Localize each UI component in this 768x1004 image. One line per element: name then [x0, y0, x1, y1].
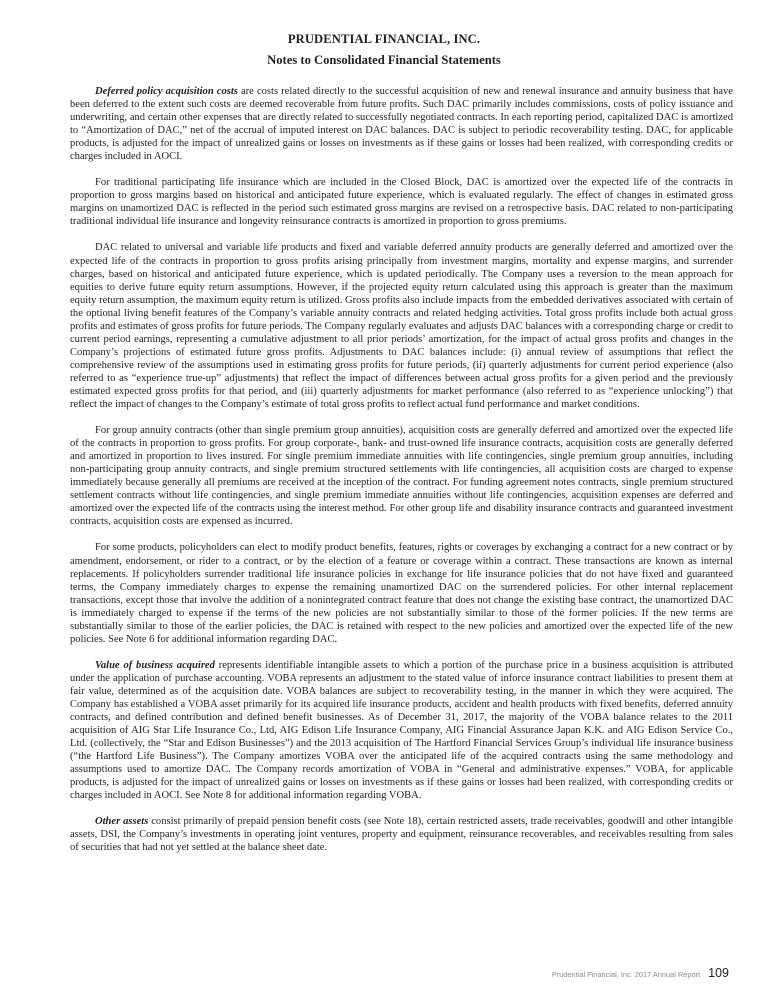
paragraph-internal-replacements: [70, 541, 733, 645]
paragraph-deferred-policy-acquisition-costs: [70, 85, 733, 163]
paragraph-text: For traditional participating life insurance which are included in the Closed Block, DAC is amortized over the expected life of the contracts in proportion to gross margins based on historical and anticipated future experience, which is evaluated regularly. The effect of changes in estimated gross margins on unamortized DAC is reflected in the period such estimated gross margins are revised on a retrospective basis. DAC related to non-participating traditional individual life insurance and longevity reinsurance contracts is amortized in proportion to gross premiums.: [70, 177, 733, 228]
paragraph-universal-variable-life-dac: [70, 241, 733, 411]
page-subtitle: Notes to Consolidated Financial Statements: [267, 53, 501, 67]
footer-report-name: Prudential Financial, Inc. 2017 Annual Report: [551, 970, 701, 979]
paragraph-closed-block-dac: [70, 176, 733, 228]
page-footer: [552, 966, 729, 980]
paragraph-text: For some products, policyholders can elect to modify product benefits, features, rights or coverages by exchanging a contract for a new contract or by amendment, endorsement, or rider to a contract, or by the election of a feature or coverage within a contract. These transactions are known as internal replacements. If policyholders surrender traditional life insurance policies in exchange for life insurance policies that do not have fixed and guaranteed terms, the Company immediately charges to expense the remaining unamortized DAC on the surrendered policies. For other internal replacement transactions, except those that involve the addition of a nonintegrated contract feature that does not change the existing base contract, the unamortized DAC is immediately charged to expense if the terms of the new policies are not substantially similar to those of the former policies. If the new terms are substantially similar to those of the earlier policies, the DAC is retained with respect to the new policies and amortized over the expected life of the new policies. See Note 6 for additional information regarding DAC.: [70, 542, 733, 645]
page-title: PRUDENTIAL FINANCIAL, INC.: [287, 32, 481, 46]
paragraph-lead-term: Value of business acquired: [95, 659, 215, 671]
paragraph-text: For group annuity contracts (other than single premium group annuities), acquisition costs are generally deferred and amortized over the expected life of the contracts in proportion to gross profits. For group corporate-, bank- and trust-owned life insurance contracts, acquisition costs are generally deferred and amortized in proportion to lives insured. For single premium immediate annuities with life contingencies, single premium group annuities, including non-participating group annuity contracts, and single premium structured settlements with life contingencies, all acquisition costs are charged to expense immediately because generally all premiums are received at the inception of the contract. For funding agreement notes contracts, single premium structured settlement contracts without life contingencies, and single premium immediate annuities without life contingencies, acquisition expenses are deferred and amortized over the expected life of the contracts using the interest method. For other group life and disability insurance contracts and guaranteed investment contracts, acquisition costs are expensed as incurred.: [70, 425, 733, 528]
paragraph-text: are costs related directly to the successful acquisition of new and renewal insurance and annuity business that have been deferred to the extent such costs are deemed recoverable from future profits. Such DAC primarily includes commissions, costs of policy issuance and underwriting, and certain other expenses that are directly related to successfully negotiated contracts. In each reporting period, capitalized DAC is amortized to “Amortization of DAC,” net of the accrual of imputed interest on DAC balances. DAC is subject to periodic recoverability testing. DAC, for applicable products, is adjusted for the impact of unrealized gains or losses on investments as if these gains or losses had been realized, with corresponding credits or charges included in AOCI.: [70, 86, 733, 163]
paragraph-lead-term: Deferred policy acquisition costs: [95, 86, 238, 97]
paragraph-text: represents identifiable intangible assets to which a portion of the purchase price in a business acquisition is attributed under the application of purchase accounting. VOBA represents an adjustment to the stated value of inforce insurance contract liabilities to present them at fair value, determined as of the acquisition date. VOBA balances are subject to recoverability testing, in the manner in which they were acquired. The Company has established a VOBA asset primarily for its acquired life insurance products, accident and health products with fixed benefits, deferred annuity contracts, and defined contribution and defined benefit businesses. As of December 31, 2017, the majority of the VOBA balance relates to the 2011 acquisition of AIG Star Life Insurance Co., Ltd, AIG Edison Life Insurance Company, AIG Financial Assurance Japan K.K. and AIG Edison Service Co., Ltd. (collectively, the “Star and Edison Businesses”) and the 2013 acquisition of The Hartford Financial Services Group’s individual life insurance business (“the Hartford Life Business”). The Company amortizes VOBA over the anticipated life of the acquired contracts using the same methodology and assumptions used to amortize DAC. The Company records amortization of VOBA in “General and administrative expenses.” VOBA, for applicable products, is adjusted for the impact of unrealized gains or losses on investments as if these gains or losses had been realized, with corresponding credits or charges included in AOCI. See Note 8 for additional information regarding VOBA.: [70, 659, 733, 802]
paragraph-lead-term: Other assets: [95, 816, 149, 828]
paragraph-group-annuity-contracts: [70, 424, 733, 528]
page-number: 109: [708, 966, 729, 980]
paragraph-text: DAC related to universal and variable life products and fixed and variable deferred annuity products are generally deferred and amortized over the expected life of the contracts in proportion to gross profits arising principally from investment margins, mortality and expense margins, and surrender charges, based on historical and anticipated future experience, which is updated periodically. The Company uses a reversion to the mean approach for equities to derive future equity return assumptions. However, if the projected equity return calculated using this approach is greater than the maximum equity return assumption, the maximum equity return is utilized. Gross profits also include impacts from the embedded derivatives associated with certain of the optional living benefit features of the Company’s variable annuity contracts and related hedging activities. Total gross profits include both actual gross profits and estimates of gross profits for future periods. The Company regularly evaluates and adjusts DAC balances with a corresponding charge or credit to current period earnings, representing a cumulative adjustment to all prior periods’ amortization, for the impact of actual gross profits and changes in the Company’s projections of estimated future gross profits. Adjustments to DAC balances include: (i) annual review of assumptions that reflect the comprehensive review of the assumptions used in estimating gross profits for future periods, (ii) quarterly adjustments for current period experience (also referred to as “experience true-up” adjustments) that reflect the impact of differences between actual gross profits for a given period and the previously estimated expected gross profits for that period, and (iii) quarterly adjustments for market performance (also referred to as “experience unlocking”) that reflect the impact of changes to the Company’s estimate of total gross profits to reflect actual fund performance and market conditions.: [70, 242, 733, 411]
paragraph-text: consist primarily of prepaid pension benefit costs (see Note 18), certain restricted assets, trade receivables, goodwill and other intangible assets, DSI, the Company’s investments in operating joint ventures, property and equipment, reinsurance recoverables, and receivables resulting from sales of securities that had not yet settled at the balance sheet date.: [70, 816, 733, 854]
paragraph-value-of-business-acquired: [70, 659, 733, 803]
document-body: [70, 85, 733, 867]
paragraph-other-assets: [70, 815, 733, 854]
